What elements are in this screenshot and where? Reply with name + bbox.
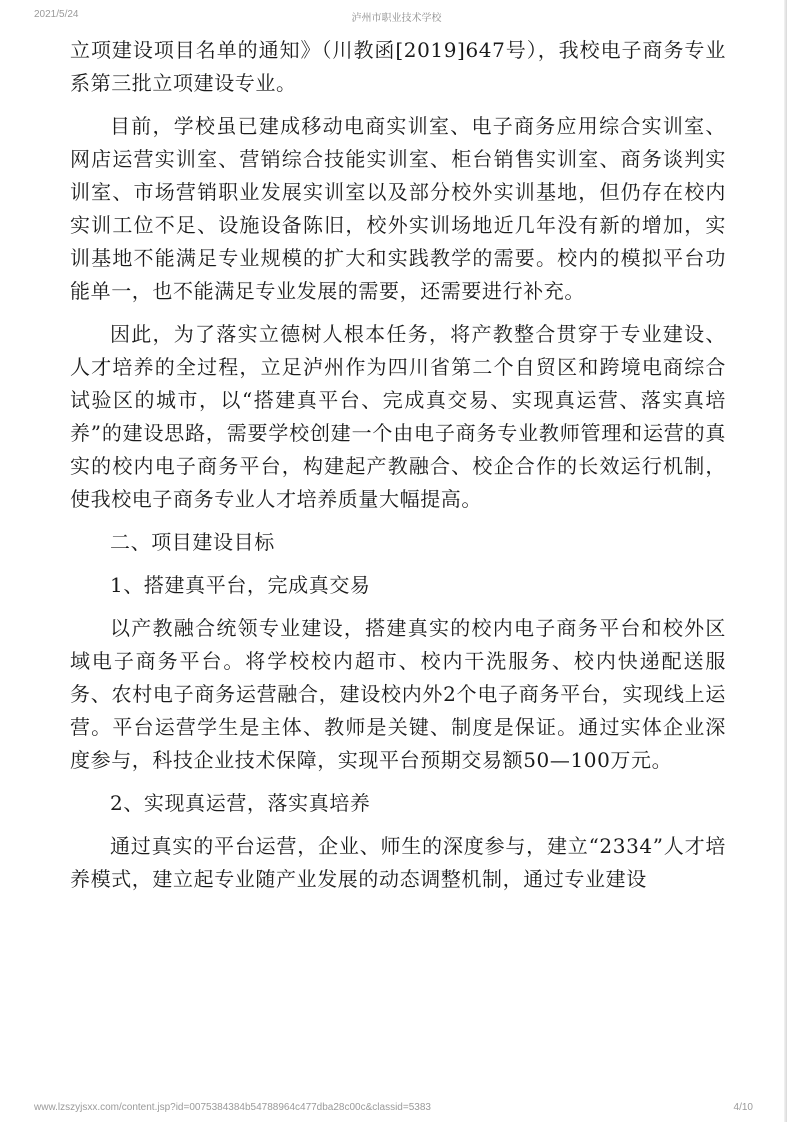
header-site-title: 泸州市职业技术学校 (351, 13, 442, 24)
footer-page-number: 4/10 (733, 1102, 753, 1113)
header-date: 2021/5/24 (34, 9, 79, 20)
subheading-operation: 2、实现真运营，落实真培养 (110, 791, 371, 815)
subheading-platform: 1、搭建真平台，完成真交易 (110, 573, 371, 597)
paragraph-platform-goals: 以产教融合统领专业建设，搭建真实的校内电子商务平台和校外区域电子商务平台。将学校校内超市、校内干洗服务、校内快递配送服务、农村电子商务运营融合，建设校内外2个电子商务平台，实现线上运营。平台运营学生是主体、教师是关键、制度是保证。通过实体企业深度参与，科技企业技术保障，实现平台预期交易额50—100万元。 (70, 616, 726, 772)
section-heading-goals: 二、项目建设目标 (110, 530, 275, 554)
paragraph-current-situation: 目前，学校虽已建成移动电商实训室、电子商务应用综合实训室、网店运营实训室、营销综合技能实训室、柜台销售实训室、商务谈判实训室、市场营销职业发展实训室以及部分校外实训基地，但仍存在校内实训工位不足、设施设备陈旧，校外实训场地近几年没有新的增加，实训基地不能满足专业规模的扩大和实践教学的需要。校内的模拟平台功能单一，也不能满足专业发展的需要，还需要进行补充。 (70, 114, 726, 303)
paragraph-operation: 通过真实的平台运营，企业、师生的深度参与，建立“2334”人才培养模式，建立起专业随产业发展的动态调整机制，通过专业建设 (70, 834, 726, 891)
scan-edge-shadow (784, 0, 787, 1122)
paragraph-notice-continuation: 立项建设项目名单的通知》（川教函[2019]647号），我校电子商务专业系第三批立项建设专业。 (70, 38, 726, 95)
footer-url-link[interactable]: www.lzszyjsxx.com/content.jsp?id=0075384384b54788964c477dba28c00c&classid=5383 (34, 1102, 431, 1113)
document-body (70, 34, 726, 906)
paragraph-therefore: 因此，为了落实立德树人根本任务，将产教整合贯穿于专业建设、人才培养的全过程，立足泸州作为四川省第二个自贸区和跨境电商综合试验区的城市，以“搭建真平台、完成真交易、实现真运营、落实真培养”的建设思路，需要学校创建一个由电子商务专业教师管理和运营的真实的校内电子商务平台，构建起产教融合、校企合作的长效运行机制，使我校电子商务专业人才培养质量大幅提高。 (70, 322, 726, 511)
